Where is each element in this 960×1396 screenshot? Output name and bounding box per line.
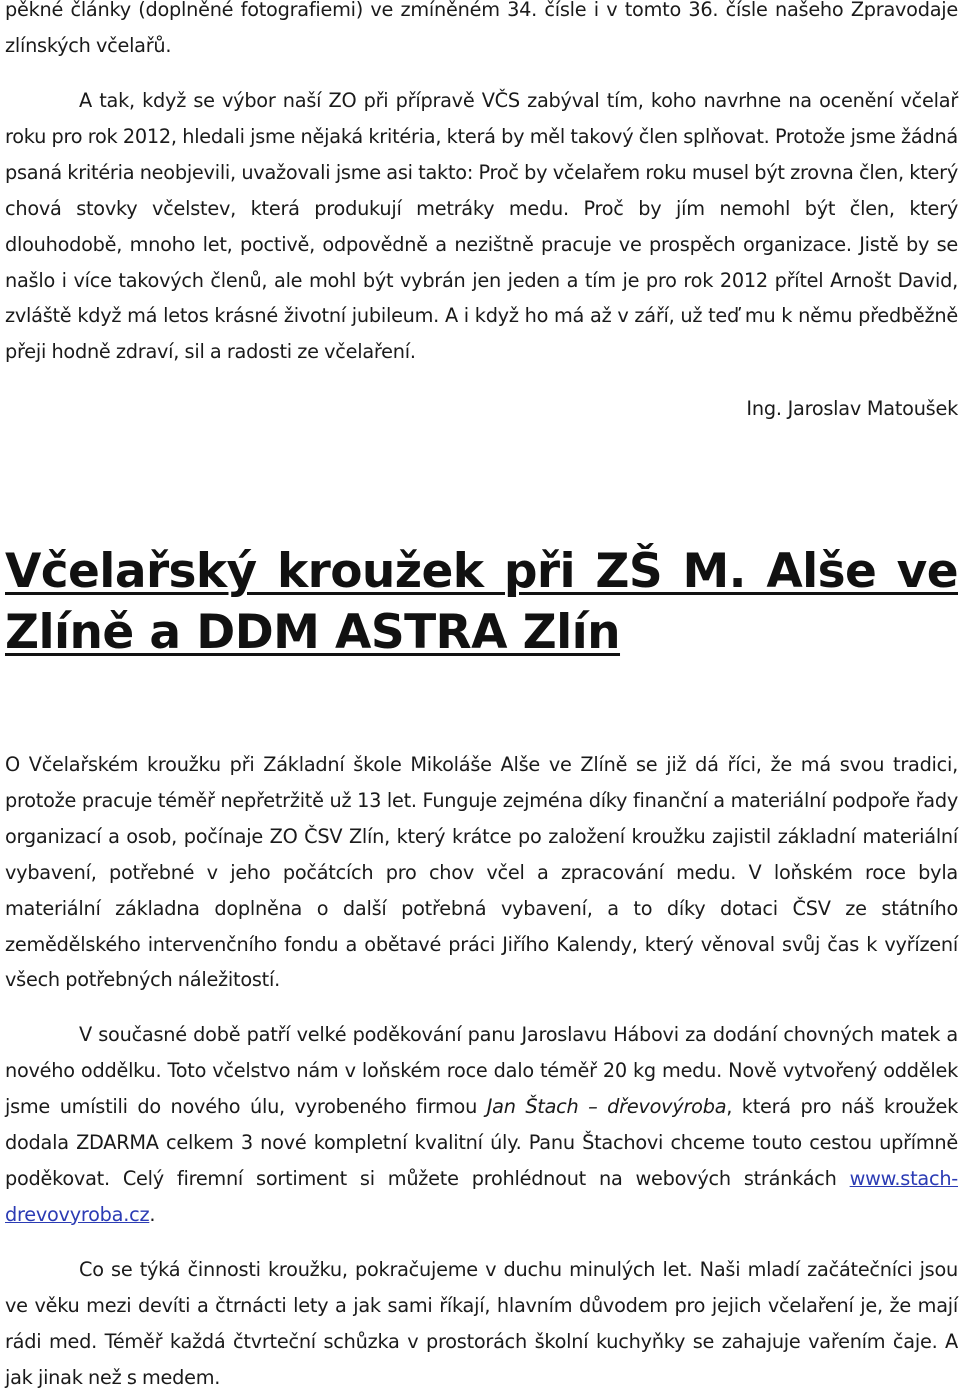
paragraph-club-activity: Co se týká činnosti kroužku, pokračujeme v duchu minulých let. Naši mladí začátečníci jsou ve věku mezi devíti a čtrnácti lety a jak sami říkají, hlavním důvodem pro jejich včelaření je, že mají rádi med. Téměř každá čtvrteční schůzka v prostorách školní kuchyňky se zahajuje vařením čaje. A jak jinak než s medem. [5, 1258, 958, 1389]
article-heading: Včelařský kroužek při ZŠ M. Alše ve Zlíně a DDM ASTRA Zlín [5, 544, 958, 660]
paragraph-continuation: pěkné články (doplněné fotografiemi) ve zmíněném 34. čísle i v tomto 36. čísle našeho Zpravodaje zlínských včelařů. [5, 0, 958, 57]
website-link[interactable]: www.stach-drevovyroba.cz [5, 1166, 958, 1226]
text-block-intro [5, 747, 958, 998]
text-block-activity [5, 1252, 958, 1396]
author-signature: Ing. Jaroslav Matoušek [746, 397, 958, 420]
text-block-award [5, 83, 958, 370]
thanks-text-after: . [149, 1202, 156, 1226]
text-block-thanks [5, 1017, 958, 1232]
paragraph-club-intro: O Včelařském kroužku při Základní škole Mikoláše Alše ve Zlíně se již dá říci, že má svou tradici, protože pracuje téměř nepřetržitě už 13 let. Funguje zejména díky finanční a materiální podpoře řady organizací a osob, počínaje ZO ČSV Zlín, který krátce po založení kroužku zajistil základní materiální vybavení, potřebné v jeho počátcích pro chov včel a zpracování medu. V loňském roce byla materiální základna doplněna o další potřebná vybavení, a to díky dotaci ČSV ze státního zemědělského intervenčního fondu a obětavé práci Jiřího Kalendy, který věnoval svůj čas k vyřízení všech potřebných náležitostí. [5, 753, 958, 992]
thanks-text-before: V současné době patří velké poděkování panu Jaroslavu Hábovi za dodání chovných matek a nového oddělku. Toto včelstvo nám v loňském roce dalo téměř 20 kg medu. Nově vytvořený oddělek jsme umístili do nového úlu, vyrobeného firmou [5, 1023, 958, 1118]
company-name: Jan Štach – dřevovýroba [486, 1094, 727, 1118]
text-fragment-top [5, 0, 958, 64]
paragraph-beekeeper-of-year: A tak, když se výbor naší ZO při přípravě VČS zabýval tím, koho navrhne na ocenění včelař roku pro rok 2012, hledali jsme nějaká kritéria, která by měl takový člen splňovat. Protože jsme žádná psaná kritéria neobjevili, uvažovali jsme asi takto: Proč by včelařem roku musel být zrovna člen, který chová stovky včelstev, která produkují metráky medu. Proč by jím nemohl být člen, který dlouhodobě, mnoho let, poctivě, odpovědně a nezištně pracuje ve prospěch organizace. Jistě by se našlo i více takových členů, ale mohl být vybrán jen jeden a tím je pro rok 2012 přítel Arnošt David, zvláště když má letos krásné životní jubileum. A i když ho má až v září, už teď mu k němu předběžně přeji hodně zdraví, sil a radosti ze včelaření. [5, 89, 958, 364]
thanks-text-middle: , která pro náš kroužek dodala ZDARMA celkem 3 nové kompletní kvalitní úly. Panu Štachovi chceme touto cestou upřímně poděkovat. Celý firemní sortiment si můžete prohlédnout na webových stránkách [5, 1094, 958, 1190]
paragraph-thanks [5, 1017, 958, 1232]
